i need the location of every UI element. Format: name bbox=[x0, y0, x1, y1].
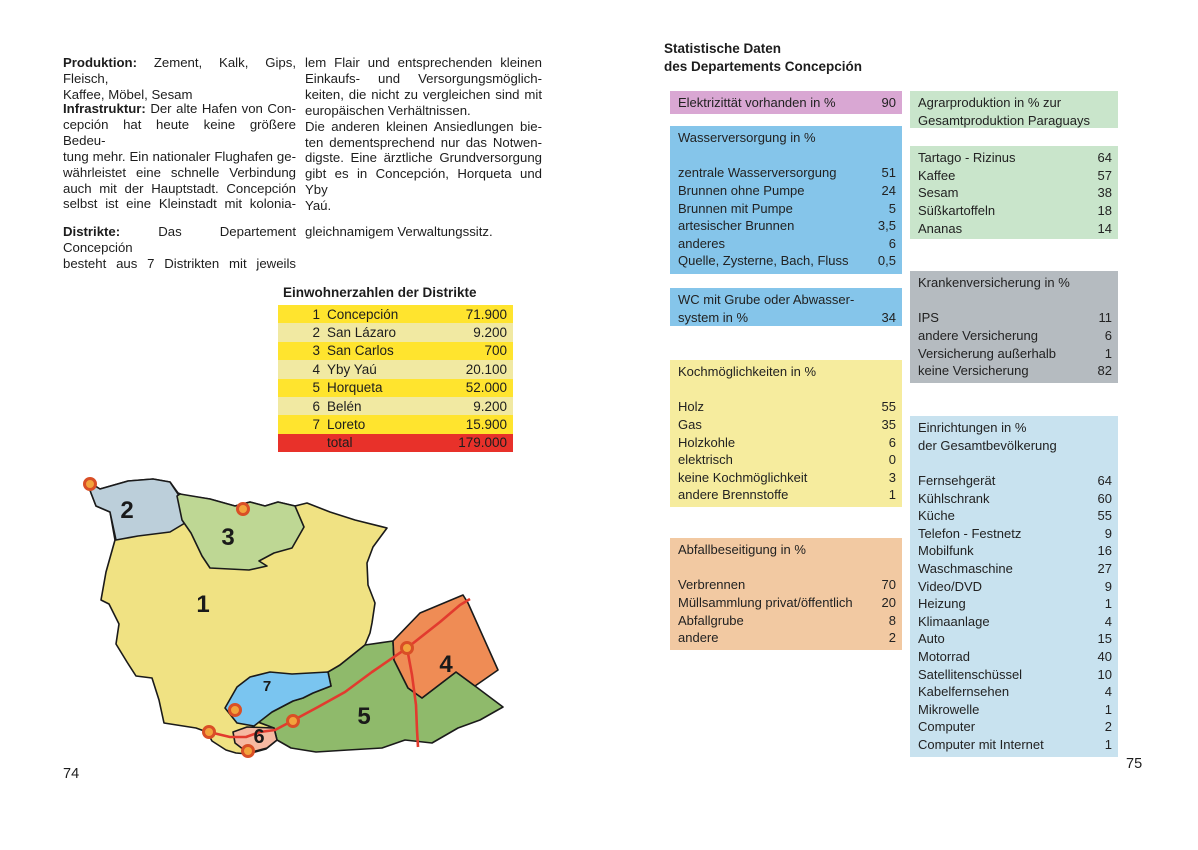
stat-row bbox=[910, 202, 1118, 220]
district-label-7: 7 bbox=[262, 678, 272, 695]
stat-value: 70 bbox=[881, 577, 896, 593]
population-row bbox=[278, 415, 513, 433]
stat-spacer bbox=[670, 381, 902, 399]
stat-value: 18 bbox=[1097, 203, 1112, 219]
town-marker bbox=[230, 705, 241, 716]
stat-value: 38 bbox=[1097, 185, 1112, 201]
town-marker bbox=[238, 504, 249, 515]
stat-row bbox=[910, 219, 1118, 237]
stat-label: keine Versicherung bbox=[918, 363, 1029, 379]
stat-value: 0,5 bbox=[877, 253, 896, 269]
stat-label: Ananas bbox=[918, 220, 963, 236]
stat-label: Quelle, Zysterne, Bach, Fluss bbox=[678, 253, 849, 269]
district-value: 9.200 bbox=[473, 325, 507, 341]
paragraph bbox=[63, 224, 296, 272]
stat-value: 64 bbox=[1097, 150, 1112, 166]
stat-value: 55 bbox=[1097, 508, 1112, 524]
text-line: Distrikte: Das Departement Concepción bbox=[63, 224, 296, 255]
stat-label: Klimaanlage bbox=[918, 613, 990, 629]
stat-table-kochmoeglichkeiten bbox=[670, 360, 902, 507]
stat-label: zentrale Wasserversorgung bbox=[678, 165, 837, 181]
text-line: tung mehr. Ein nationaler Flughafen ge- bbox=[63, 148, 296, 164]
stat-table-wc bbox=[670, 288, 902, 326]
district-name: Concepción bbox=[327, 306, 399, 322]
paragraph bbox=[305, 224, 542, 240]
district-label-1: 1 bbox=[196, 591, 210, 618]
text-line: auch mit der Hauptstadt. Concepción bbox=[63, 180, 296, 196]
population-row bbox=[278, 397, 513, 415]
stat-value: 20 bbox=[881, 595, 896, 611]
district-label-3: 3 bbox=[221, 524, 235, 551]
stat-value: 57 bbox=[1097, 167, 1112, 183]
district-value: 700 bbox=[484, 343, 507, 359]
stat-row bbox=[670, 629, 902, 647]
district-number: 4 bbox=[312, 361, 320, 377]
stat-value: 0 bbox=[888, 452, 896, 468]
population-row bbox=[278, 434, 513, 452]
stat-label: Kühlschrank bbox=[918, 490, 990, 506]
district-name: San Carlos bbox=[327, 343, 394, 359]
stat-label: Einrichtungen in % bbox=[918, 420, 1027, 436]
stat-row bbox=[670, 217, 902, 235]
stat-row bbox=[910, 472, 1118, 490]
district-number: 7 bbox=[312, 417, 320, 433]
stat-label: Tartago - Rizinus bbox=[918, 150, 1016, 166]
district-number: 3 bbox=[312, 343, 320, 359]
stat-row bbox=[670, 469, 902, 487]
stat-value: 1 bbox=[888, 487, 896, 503]
stat-row bbox=[670, 252, 902, 270]
stat-row bbox=[910, 149, 1118, 167]
population-row bbox=[278, 342, 513, 360]
stat-label: system in % bbox=[678, 309, 749, 325]
stat-label: elektrisch bbox=[678, 452, 733, 468]
stat-value: 40 bbox=[1097, 649, 1112, 665]
stat-row bbox=[910, 489, 1118, 507]
stat-row bbox=[910, 542, 1118, 560]
text-column-2 bbox=[305, 0, 542, 260]
stat-header bbox=[910, 419, 1118, 437]
stat-row bbox=[910, 613, 1118, 631]
stat-label: Auto bbox=[918, 631, 945, 647]
stat-spacer bbox=[670, 147, 902, 165]
stats-title-line1: Statistische Daten bbox=[664, 41, 782, 56]
stat-value: 9 bbox=[1104, 525, 1112, 541]
stat-header bbox=[910, 112, 1118, 130]
stat-row bbox=[910, 577, 1118, 595]
stat-value: 11 bbox=[1098, 310, 1112, 326]
stat-value: 1 bbox=[1104, 701, 1112, 717]
stat-row bbox=[670, 486, 902, 504]
stat-row bbox=[670, 433, 902, 451]
district-name: Loreto bbox=[327, 417, 366, 433]
text-line: ten dementsprechend nur das Notwen- bbox=[305, 134, 542, 150]
stat-row bbox=[910, 362, 1118, 380]
stat-row bbox=[910, 525, 1118, 543]
district-name: Belén bbox=[327, 398, 362, 414]
stat-header bbox=[670, 363, 902, 381]
stat-label: Holz bbox=[678, 399, 705, 415]
stat-row bbox=[910, 665, 1118, 683]
text-line: gleichnamigem Verwaltungssitz. bbox=[305, 224, 493, 239]
stat-value: 14 bbox=[1097, 220, 1112, 236]
stat-value: 6 bbox=[888, 235, 896, 251]
paragraph bbox=[63, 101, 296, 212]
stat-label: Krankenversicherung in % bbox=[918, 275, 1070, 291]
stat-label: der Gesamtbevölkerung bbox=[918, 437, 1057, 453]
text-line: Die anderen kleinen Ansiedlungen bie- bbox=[305, 118, 542, 134]
stat-row bbox=[910, 344, 1118, 362]
district-value: 71.900 bbox=[465, 306, 507, 322]
district-value: 52.000 bbox=[465, 380, 507, 396]
stat-value: 8 bbox=[888, 612, 896, 628]
district-value: 20.100 bbox=[465, 361, 507, 377]
stat-header bbox=[670, 129, 902, 147]
stat-label: artesischer Brunnen bbox=[678, 218, 795, 234]
district-number: 1 bbox=[312, 306, 320, 322]
stat-label: Müllsammlung privat/öffentlich bbox=[678, 595, 853, 611]
stat-value: 34 bbox=[881, 309, 896, 325]
text-line: gibt es in Concepción, Horqueta und Yby bbox=[305, 166, 542, 198]
stat-spacer bbox=[670, 559, 902, 577]
stats-title bbox=[664, 40, 862, 76]
stat-value: 64 bbox=[1097, 473, 1112, 489]
stat-row bbox=[910, 507, 1118, 525]
stat-row bbox=[910, 736, 1118, 754]
district-map bbox=[60, 460, 540, 780]
stat-value: 9 bbox=[1104, 578, 1112, 594]
stat-label: Satellitenschüssel bbox=[918, 666, 1023, 682]
stat-value: 27 bbox=[1097, 561, 1112, 577]
text-line: besteht aus 7 Distrikten mit jeweils bbox=[63, 255, 296, 271]
stat-label: Mikrowelle bbox=[918, 701, 980, 717]
stat-row bbox=[910, 184, 1118, 202]
stat-row bbox=[670, 576, 902, 594]
district-name: Yby Yaú bbox=[327, 361, 377, 377]
stat-value: 35 bbox=[881, 417, 896, 433]
text-line: europäischen Verhältnissen. bbox=[305, 102, 471, 118]
stat-row bbox=[910, 648, 1118, 666]
stat-row bbox=[910, 167, 1118, 185]
stat-value: 4 bbox=[1104, 613, 1112, 629]
stat-value: 1 bbox=[1104, 736, 1112, 752]
text-line: Yaú. bbox=[305, 198, 332, 214]
stat-header bbox=[670, 309, 902, 327]
stat-label: andere bbox=[678, 630, 719, 646]
district-label-4: 4 bbox=[439, 651, 453, 678]
stat-label: Agrarproduktion in % zur bbox=[918, 95, 1062, 111]
text-line: Kaffee, Möbel, Sesam bbox=[63, 86, 193, 102]
stat-row bbox=[910, 560, 1118, 578]
town-marker bbox=[204, 727, 215, 738]
stat-label: Waschmaschine bbox=[918, 561, 1013, 577]
stat-value: 1 bbox=[1104, 596, 1112, 612]
stat-label: Kabelfernsehen bbox=[918, 684, 1010, 700]
stat-label: Telefon - Festnetz bbox=[918, 525, 1022, 541]
stat-table-elektrizitaet bbox=[670, 91, 902, 114]
stat-spacer bbox=[910, 292, 1118, 310]
stat-table-agrarproduktion bbox=[910, 146, 1118, 239]
stat-label: Kaffee bbox=[918, 167, 956, 183]
town-marker bbox=[243, 746, 254, 757]
stat-row bbox=[670, 164, 902, 182]
stat-value: 10 bbox=[1097, 666, 1112, 682]
population-row bbox=[278, 360, 513, 378]
stat-value: 82 bbox=[1097, 363, 1112, 379]
town-marker bbox=[288, 716, 299, 727]
stat-value: 51 bbox=[881, 165, 896, 181]
stat-header bbox=[670, 291, 902, 309]
stat-label: Küche bbox=[918, 508, 955, 524]
stat-label: Motorrad bbox=[918, 649, 971, 665]
stat-label: andere Brennstoffe bbox=[678, 487, 789, 503]
stat-header bbox=[910, 274, 1118, 292]
population-table-rows bbox=[278, 305, 513, 452]
paragraph bbox=[63, 55, 296, 103]
stat-label: Wasserversorgung in % bbox=[678, 130, 816, 146]
text-line: selbst ist eine Kleinstadt mit kolonia- bbox=[63, 196, 296, 212]
stat-value: 24 bbox=[881, 183, 896, 199]
text-line: cepción hat heute keine größere Bedeu- bbox=[63, 116, 296, 148]
population-row bbox=[278, 323, 513, 341]
stat-row bbox=[670, 416, 902, 434]
district-label-5: 5 bbox=[357, 703, 371, 730]
district-number: 5 bbox=[312, 380, 320, 396]
district-number: 6 bbox=[312, 398, 320, 414]
stat-label: Mobilfunk bbox=[918, 543, 974, 559]
stat-row bbox=[670, 594, 902, 612]
population-table-title: Einwohnerzahlen der Distrikte bbox=[283, 285, 477, 300]
stats-title-line2: des Departements Concepción bbox=[664, 59, 863, 74]
text-line: währleistet eine schnelle Verbindung bbox=[63, 164, 296, 180]
district-2-region bbox=[87, 479, 185, 540]
stat-table-abfallbeseitigung bbox=[670, 538, 902, 650]
stat-row bbox=[910, 327, 1118, 345]
stat-header bbox=[670, 94, 902, 112]
stat-table-einrichtungen bbox=[910, 416, 1118, 757]
text-line: Einkaufs- und Versorgungsmöglich- bbox=[305, 70, 542, 86]
stat-label: Elektrizittät vorhanden in % bbox=[678, 95, 836, 111]
town-marker bbox=[402, 643, 413, 654]
stat-value: 5 bbox=[888, 200, 896, 216]
stat-row bbox=[910, 718, 1118, 736]
page-number-right: 75 bbox=[1126, 756, 1143, 772]
stat-row bbox=[670, 199, 902, 217]
stat-header bbox=[670, 541, 902, 559]
district-name: San Lázaro bbox=[327, 325, 397, 341]
population-row bbox=[278, 379, 513, 397]
stat-value: 6 bbox=[1104, 328, 1112, 344]
stat-row bbox=[670, 451, 902, 469]
stat-label: Kochmöglichkeiten in % bbox=[678, 364, 817, 380]
stat-value: 3,5 bbox=[877, 218, 896, 234]
stat-value: 60 bbox=[1097, 490, 1112, 506]
stat-label: Computer bbox=[918, 719, 976, 735]
stat-label: WC mit Grube oder Abwasser- bbox=[678, 292, 855, 308]
stat-row bbox=[670, 398, 902, 416]
stat-row bbox=[910, 309, 1118, 327]
stat-row bbox=[670, 611, 902, 629]
stat-value: 15 bbox=[1097, 631, 1112, 647]
stat-value: 1 bbox=[1104, 345, 1112, 361]
district-value: 9.200 bbox=[473, 398, 507, 414]
stat-header bbox=[910, 94, 1118, 112]
stat-label: anderes bbox=[678, 235, 725, 251]
district-value: 179.000 bbox=[458, 435, 507, 451]
text-line: digste. Eine ärztliche Grundversorgung bbox=[305, 150, 542, 166]
stat-label: IPS bbox=[918, 310, 939, 326]
district-label-2: 2 bbox=[120, 497, 134, 524]
population-row bbox=[278, 305, 513, 323]
text-line: Produktion: Zement, Kalk, Gips, Fleisch, bbox=[63, 55, 296, 86]
stat-label: keine Kochmöglichkeit bbox=[678, 469, 808, 485]
stat-label: Verbrennen bbox=[678, 577, 746, 593]
stat-label: andere Versicherung bbox=[918, 328, 1038, 344]
stat-label: Holzkohle bbox=[678, 434, 736, 450]
stat-value: 4 bbox=[1104, 684, 1112, 700]
stat-label: Sesam bbox=[918, 185, 959, 201]
district-value: 15.900 bbox=[465, 417, 507, 433]
district-number: 2 bbox=[312, 325, 320, 341]
district-name: Horqueta bbox=[327, 380, 383, 396]
stat-value: 3 bbox=[888, 469, 896, 485]
population-table bbox=[278, 285, 513, 452]
stat-table-agrarproduktion-header bbox=[910, 91, 1118, 128]
stat-row bbox=[910, 683, 1118, 701]
stat-spacer bbox=[910, 454, 1118, 472]
text-line: Infrastruktur: Der alte Hafen von Con- bbox=[63, 101, 296, 116]
stat-label: Brunnen ohne Pumpe bbox=[678, 183, 805, 199]
stat-label: Abfallbeseitigung in % bbox=[678, 542, 806, 558]
stat-label: Abfallgrube bbox=[678, 612, 744, 628]
stat-row bbox=[910, 595, 1118, 613]
stat-label: Süßkartoffeln bbox=[918, 203, 996, 219]
stat-row bbox=[910, 630, 1118, 648]
text-line: lem Flair und entsprechenden kleinen bbox=[305, 55, 542, 70]
stat-value: 2 bbox=[1104, 719, 1112, 735]
stat-label: Fernsehgerät bbox=[918, 473, 996, 489]
stat-label: Brunnen mit Pumpe bbox=[678, 200, 793, 216]
stat-row bbox=[670, 235, 902, 253]
district-name: total bbox=[327, 435, 353, 451]
page-number-left: 74 bbox=[63, 766, 80, 782]
stat-label: Gesamtproduktion Paraguays bbox=[918, 112, 1090, 128]
stat-label: Versicherung außerhalb bbox=[918, 345, 1057, 361]
stat-value: 90 bbox=[881, 95, 896, 111]
town-marker bbox=[85, 479, 96, 490]
district-label-6: 6 bbox=[253, 726, 265, 748]
stat-label: Heizung bbox=[918, 596, 966, 612]
stat-header bbox=[910, 437, 1118, 455]
stat-label: Gas bbox=[678, 417, 702, 433]
stat-label: Computer mit Internet bbox=[918, 736, 1044, 752]
stat-label: Video/DVD bbox=[918, 578, 983, 594]
text-line: keiten, die nicht zu vergleichen sind mit bbox=[305, 86, 542, 102]
stat-row bbox=[910, 701, 1118, 719]
stat-row bbox=[670, 182, 902, 200]
text-column-1 bbox=[63, 0, 296, 271]
stat-value: 2 bbox=[888, 630, 896, 646]
stat-table-krankenversicherung bbox=[910, 271, 1118, 383]
paragraph bbox=[305, 55, 542, 214]
stat-value: 55 bbox=[881, 399, 896, 415]
stat-table-wasserversorgung bbox=[670, 126, 902, 274]
stat-value: 6 bbox=[888, 434, 896, 450]
stat-value: 16 bbox=[1097, 543, 1112, 559]
